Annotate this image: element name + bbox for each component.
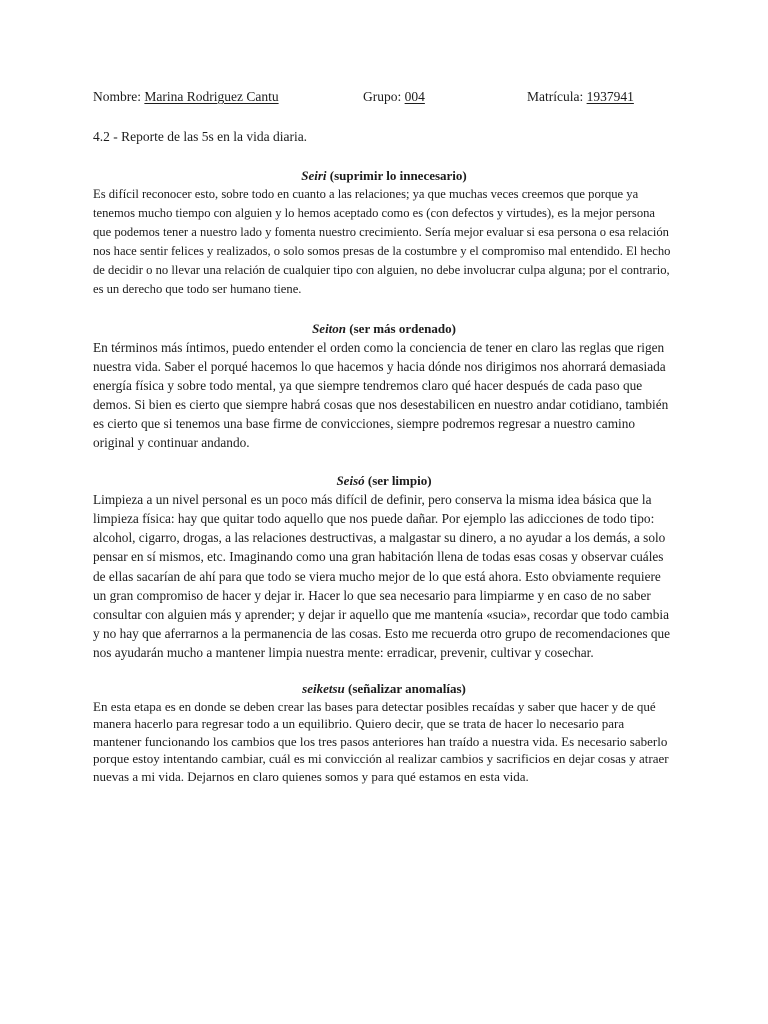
section-term: seiketsu <box>302 680 345 696</box>
section-seiketsu <box>93 679 675 785</box>
section-heading <box>93 166 675 185</box>
section-heading <box>93 679 675 698</box>
section-term: Seiri <box>301 168 327 183</box>
section-paragraph: En esta etapa es en donde se deben crear las bases para detectar posibles recaídas y saber que hacer y de qué manera hacerlo para regresar todo a un equilibrio. Quiero decir, que se trata de hacer lo necesario para mantener funcionando los cambios que los tres pasos anteriores han traído a nuestra vida. Es necesario saberlo porque estoy intentando cambiar, cuál es mi convicción al realizar cambios y sacrificios en dejar cosas y atraer nuevas a mi vida. Dejarnos en claro quienes somos y para qué estamos en esta vida. <box>93 698 669 784</box>
group-value: 004 <box>404 89 425 104</box>
student-id-label: Matrícula: <box>527 89 584 104</box>
section-seiso <box>93 471 675 662</box>
group-field <box>363 86 425 108</box>
student-id-field <box>527 86 634 108</box>
section-heading <box>93 471 675 490</box>
section-subtitle: (suprimir lo innecesario) <box>329 168 467 183</box>
section-paragraph: En términos más íntimos, puedo entender el orden como la conciencia de tener en claro las reglas que rigen nuestra vida. Saber el porqué hacemos lo que hacemos y hacia dónde nos dirigimos nos ahorrará demasiada energía física y sobre todo mental, ya que siempre tendremos claro qué hacer después de cada paso que demos. Si bien es cierto que siempre habrá cosas que nos desestabilicen en nuestro andar cotidiano, también es cierto que si tenemos una base firme de convicciones, siempre podremos regresar a nuestro camino original y continuar andando. <box>93 339 669 451</box>
report-subject: 4.2 - Reporte de las 5s en la vida diaria. <box>93 129 308 144</box>
section-term: Seiton <box>312 320 347 336</box>
group-label: Grupo: <box>363 89 402 104</box>
student-name-field <box>93 86 279 108</box>
student-id-value: 1937941 <box>586 89 634 104</box>
section-paragraph: Limpieza a un nivel personal es un poco más difícil de definir, pero conserva la misma idea básica que la limpieza física: hay que quitar todo aquello que nos puede dañar. Por ejemplo las adicciones de todo tipo: alcohol, cigarro, drogas, a las relaciones destructivas, a malgastar su dinero, a no ayudar a los demás, a solo pensar en sí mismos, etc. Imaginando como una gran habitación llena de todas esas cosas y observar cuáles de ellas sacarían de ahí para que todo se viera mucho mejor de lo que está ahora. Esto obviamente requiere un gran compromiso de hacer y dejar ir. Hacer lo que sea necesario para limpiarme y en caso de no saber consultar con alguien más y aprender; y dejar ir aquello que me mantenía «sucia», recordar que todo cambia y no hay que aferrarnos a la permanencia de las cosas. Esto me recuerda otro grupo de recomendaciones que nos ayudarán mucho a mantener limpia nuestra mente: erradicar, prevenir, cultivar y cosechar. <box>93 492 671 660</box>
section-subtitle: (ser más ordenado) <box>349 320 456 336</box>
section-subtitle: (ser limpio) <box>367 473 432 489</box>
student-name-value: Marina Rodriguez Cantu <box>144 89 279 104</box>
section-seiri <box>93 166 675 300</box>
section-seiton <box>93 319 675 453</box>
section-heading <box>93 319 675 338</box>
section-term: Seisó <box>336 473 365 489</box>
student-name-label: Nombre: <box>93 89 141 104</box>
section-paragraph: Es difícil reconocer esto, sobre todo en cuanto a las relaciones; ya que muchas veces creemos que porque ya tenemos mucho tiempo con alguien y lo hemos aceptado como es (con defectos y virtudes), es la mejor persona que podemos tener a nuestro lado y fomenta nuestro crecimiento. Sería mejor evaluar si esa persona o esa relación nos hace sentir felices y realizados, o solo somos presas de la costumbre y el compromiso mal entendido. El hecho de decidir o no llevar una relación de cualquier tipo con alguien, no debe involucrar culpa alguna; por el contrario, es un derecho que todo ser humano tiene. <box>93 187 671 297</box>
document-page <box>93 86 675 785</box>
document-header <box>93 86 675 108</box>
section-subtitle: (señalizar anomalías) <box>348 680 466 696</box>
